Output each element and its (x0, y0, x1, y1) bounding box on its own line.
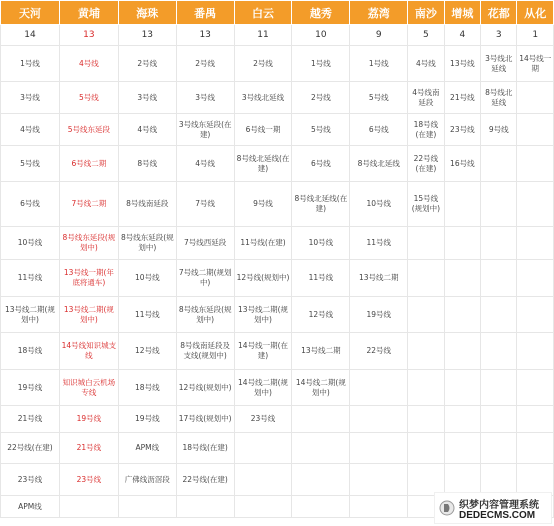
empty-cell (517, 464, 554, 496)
line-count: 10 (292, 25, 350, 46)
table-row (1, 46, 554, 82)
line-cell: 5号线 (1, 146, 60, 182)
line-cell: 14号线一期 (517, 46, 554, 82)
line-cell: 23号线 (1, 464, 60, 496)
line-cell: 8号线北延线(在建) (292, 182, 350, 227)
line-cell: 13号线二期 (292, 333, 350, 370)
line-cell: 3号线东延段(在建) (176, 114, 234, 146)
line-cell: 13号线二期 (350, 260, 408, 297)
line-cell: 8号线南延段及支线(规划中) (176, 333, 234, 370)
line-count: 4 (444, 25, 480, 46)
line-cell: 10号线 (1, 227, 60, 260)
empty-cell (292, 496, 350, 518)
empty-cell (292, 433, 350, 464)
line-cell: 7号线西延段 (176, 227, 234, 260)
line-cell: 12号线(规划中) (234, 260, 292, 297)
empty-cell (517, 182, 554, 227)
line-cell: 8号线 (118, 146, 176, 182)
empty-cell (481, 182, 517, 227)
line-cell: 3号线北延线 (481, 46, 517, 82)
line-count-row (1, 25, 554, 46)
empty-cell (408, 297, 444, 333)
table-row (1, 333, 554, 370)
empty-cell (234, 464, 292, 496)
line-cell: 5号线 (350, 82, 408, 114)
line-cell: 2号线 (118, 46, 176, 82)
line-cell: 1号线 (350, 46, 408, 82)
line-cell: 13号线 (444, 46, 480, 82)
empty-cell (408, 433, 444, 464)
empty-cell (118, 496, 176, 518)
line-cell: 22号线(在建) (408, 146, 444, 182)
line-cell: 12号线 (118, 333, 176, 370)
line-cell: 11号线 (1, 260, 60, 297)
line-cell: 3号线 (1, 82, 60, 114)
line-cell: 7号线二期 (59, 182, 118, 227)
line-cell: 4号线南延段 (408, 82, 444, 114)
line-cell: 8号线北延线(在建) (234, 146, 292, 182)
empty-cell (444, 464, 480, 496)
empty-cell (408, 406, 444, 433)
empty-cell (408, 333, 444, 370)
line-count: 13 (59, 25, 118, 46)
line-cell: 5号线 (59, 82, 118, 114)
empty-cell (481, 297, 517, 333)
line-cell: 7号线二期(规划中) (176, 260, 234, 297)
empty-cell (481, 146, 517, 182)
line-cell: 13号线二期(规划中) (1, 297, 60, 333)
line-cell: 4号线 (1, 114, 60, 146)
empty-cell (408, 370, 444, 406)
empty-cell (350, 464, 408, 496)
line-cell: 19号线 (59, 406, 118, 433)
line-cell: 14号线知识城支线 (59, 333, 118, 370)
line-cell: 21号线 (444, 82, 480, 114)
line-cell: 4号线 (118, 114, 176, 146)
line-cell: 6号线 (350, 114, 408, 146)
table-row (1, 406, 554, 433)
line-cell: 11号线 (292, 260, 350, 297)
district-header: 天河 (1, 1, 60, 25)
line-cell: 18号线(在建) (176, 433, 234, 464)
empty-cell (292, 464, 350, 496)
line-cell: 15号线(规划中) (408, 182, 444, 227)
line-cell: 8号线东延段(规划中) (59, 227, 118, 260)
line-cell: 11号线(在建) (234, 227, 292, 260)
district-header: 花都 (481, 1, 517, 25)
line-cell: 1号线 (1, 46, 60, 82)
empty-cell (408, 227, 444, 260)
line-count: 5 (408, 25, 444, 46)
line-cell: 6号线一期 (234, 114, 292, 146)
line-cell: 知识城白云机场专线 (59, 370, 118, 406)
empty-cell (517, 260, 554, 297)
line-cell: 19号线 (118, 406, 176, 433)
empty-cell (517, 297, 554, 333)
line-cell: 8号线东延段(规划中) (176, 297, 234, 333)
line-count: 14 (1, 25, 60, 46)
empty-cell (517, 433, 554, 464)
empty-cell (517, 333, 554, 370)
line-cell: 3号线 (176, 82, 234, 114)
line-cell: 9号线 (234, 182, 292, 227)
empty-cell (517, 406, 554, 433)
empty-cell (408, 260, 444, 297)
line-cell: 14号线一期(在建) (234, 333, 292, 370)
empty-cell (481, 370, 517, 406)
line-cell: 3号线北延线 (234, 82, 292, 114)
line-cell: 13号线二期(规划中) (59, 297, 118, 333)
table-row (1, 297, 554, 333)
line-cell: 2号线 (176, 46, 234, 82)
line-cell: 19号线 (1, 370, 60, 406)
watermark-text: 织梦内容管理系统 (459, 500, 539, 511)
line-cell: 17号线(规划中) (176, 406, 234, 433)
line-cell: 22号线 (350, 333, 408, 370)
line-cell: 2号线 (292, 82, 350, 114)
watermark-url[interactable]: DEDECMS.COM (459, 510, 536, 521)
line-cell: 13号线一期(年底将通车) (59, 260, 118, 297)
empty-cell (408, 464, 444, 496)
line-count: 3 (481, 25, 517, 46)
empty-cell (234, 433, 292, 464)
empty-cell (350, 433, 408, 464)
empty-cell (234, 496, 292, 518)
line-cell: 8号线北延线 (350, 146, 408, 182)
empty-cell (350, 406, 408, 433)
line-cell: 12号线(规划中) (176, 370, 234, 406)
line-cell: 23号线 (444, 114, 480, 146)
district-header: 越秀 (292, 1, 350, 25)
dedecms-logo-icon (439, 500, 455, 516)
line-cell: 21号线 (1, 406, 60, 433)
empty-cell (444, 227, 480, 260)
line-count: 13 (118, 25, 176, 46)
table-row (1, 82, 554, 114)
line-cell: 5号线 (292, 114, 350, 146)
line-cell: 6号线二期 (59, 146, 118, 182)
empty-cell (350, 496, 408, 518)
line-cell: 22号线(在建) (1, 433, 60, 464)
district-header: 海珠 (118, 1, 176, 25)
line-cell: 18号线 (118, 370, 176, 406)
line-cell: 2号线 (234, 46, 292, 82)
line-cell: 18号线(在建) (408, 114, 444, 146)
empty-cell (444, 370, 480, 406)
line-cell: 4号线 (176, 146, 234, 182)
line-cell: 22号线(在建) (176, 464, 234, 496)
line-cell: 18号线 (1, 333, 60, 370)
line-count: 9 (350, 25, 408, 46)
empty-cell (517, 114, 554, 146)
line-cell: 1号线 (292, 46, 350, 82)
line-cell: 11号线 (350, 227, 408, 260)
table-row (1, 260, 554, 297)
line-cell: 10号线 (350, 182, 408, 227)
line-cell: 12号线 (292, 297, 350, 333)
line-cell: 11号线 (118, 297, 176, 333)
line-cell: 13号线二期(规划中) (234, 297, 292, 333)
watermark (434, 492, 552, 524)
empty-cell (481, 433, 517, 464)
empty-cell (481, 260, 517, 297)
table-row (1, 464, 554, 496)
line-count: 1 (517, 25, 554, 46)
district-header: 黄埔 (59, 1, 118, 25)
line-count: 13 (176, 25, 234, 46)
line-cell: 广佛线沥滘段 (118, 464, 176, 496)
district-header: 白云 (234, 1, 292, 25)
line-cell: 6号线 (1, 182, 60, 227)
table-row (1, 114, 554, 146)
empty-cell (517, 146, 554, 182)
line-cell: 10号线 (292, 227, 350, 260)
table-row (1, 370, 554, 406)
line-cell: 16号线 (444, 146, 480, 182)
line-cell: 21号线 (59, 433, 118, 464)
empty-cell (481, 333, 517, 370)
empty-cell (292, 406, 350, 433)
empty-cell (444, 182, 480, 227)
line-cell: 4号线 (59, 46, 118, 82)
line-cell: APM线 (118, 433, 176, 464)
empty-cell (517, 227, 554, 260)
district-header: 荔湾 (350, 1, 408, 25)
district-header: 南沙 (408, 1, 444, 25)
empty-cell (350, 370, 408, 406)
line-cell: 23号线 (59, 464, 118, 496)
empty-cell (444, 297, 480, 333)
line-cell: 7号线 (176, 182, 234, 227)
empty-cell (481, 464, 517, 496)
table-row (1, 227, 554, 260)
empty-cell (176, 496, 234, 518)
empty-cell (481, 227, 517, 260)
table-row (1, 182, 554, 227)
empty-cell (444, 260, 480, 297)
line-cell: 14号线二期(规划中) (234, 370, 292, 406)
line-cell: 9号线 (481, 114, 517, 146)
line-cell: APM线 (1, 496, 60, 518)
empty-cell (444, 333, 480, 370)
empty-cell (481, 406, 517, 433)
district-header: 增城 (444, 1, 480, 25)
line-cell: 8号线东延段(规划中) (118, 227, 176, 260)
district-header: 从化 (517, 1, 554, 25)
line-cell: 8号线北延线 (481, 82, 517, 114)
line-cell: 14号线二期(规划中) (292, 370, 350, 406)
line-cell: 3号线 (118, 82, 176, 114)
header-row (1, 1, 554, 25)
empty-cell (59, 496, 118, 518)
line-cell: 19号线 (350, 297, 408, 333)
empty-cell (517, 82, 554, 114)
empty-cell (444, 433, 480, 464)
line-cell: 6号线 (292, 146, 350, 182)
line-count: 11 (234, 25, 292, 46)
line-cell: 5号线东延段 (59, 114, 118, 146)
empty-cell (517, 370, 554, 406)
empty-cell (444, 406, 480, 433)
district-header: 番禺 (176, 1, 234, 25)
line-cell: 23号线 (234, 406, 292, 433)
table-row (1, 146, 554, 182)
line-cell: 8号线南延段 (118, 182, 176, 227)
line-cell: 10号线 (118, 260, 176, 297)
line-cell: 4号线 (408, 46, 444, 82)
table-row (1, 433, 554, 464)
